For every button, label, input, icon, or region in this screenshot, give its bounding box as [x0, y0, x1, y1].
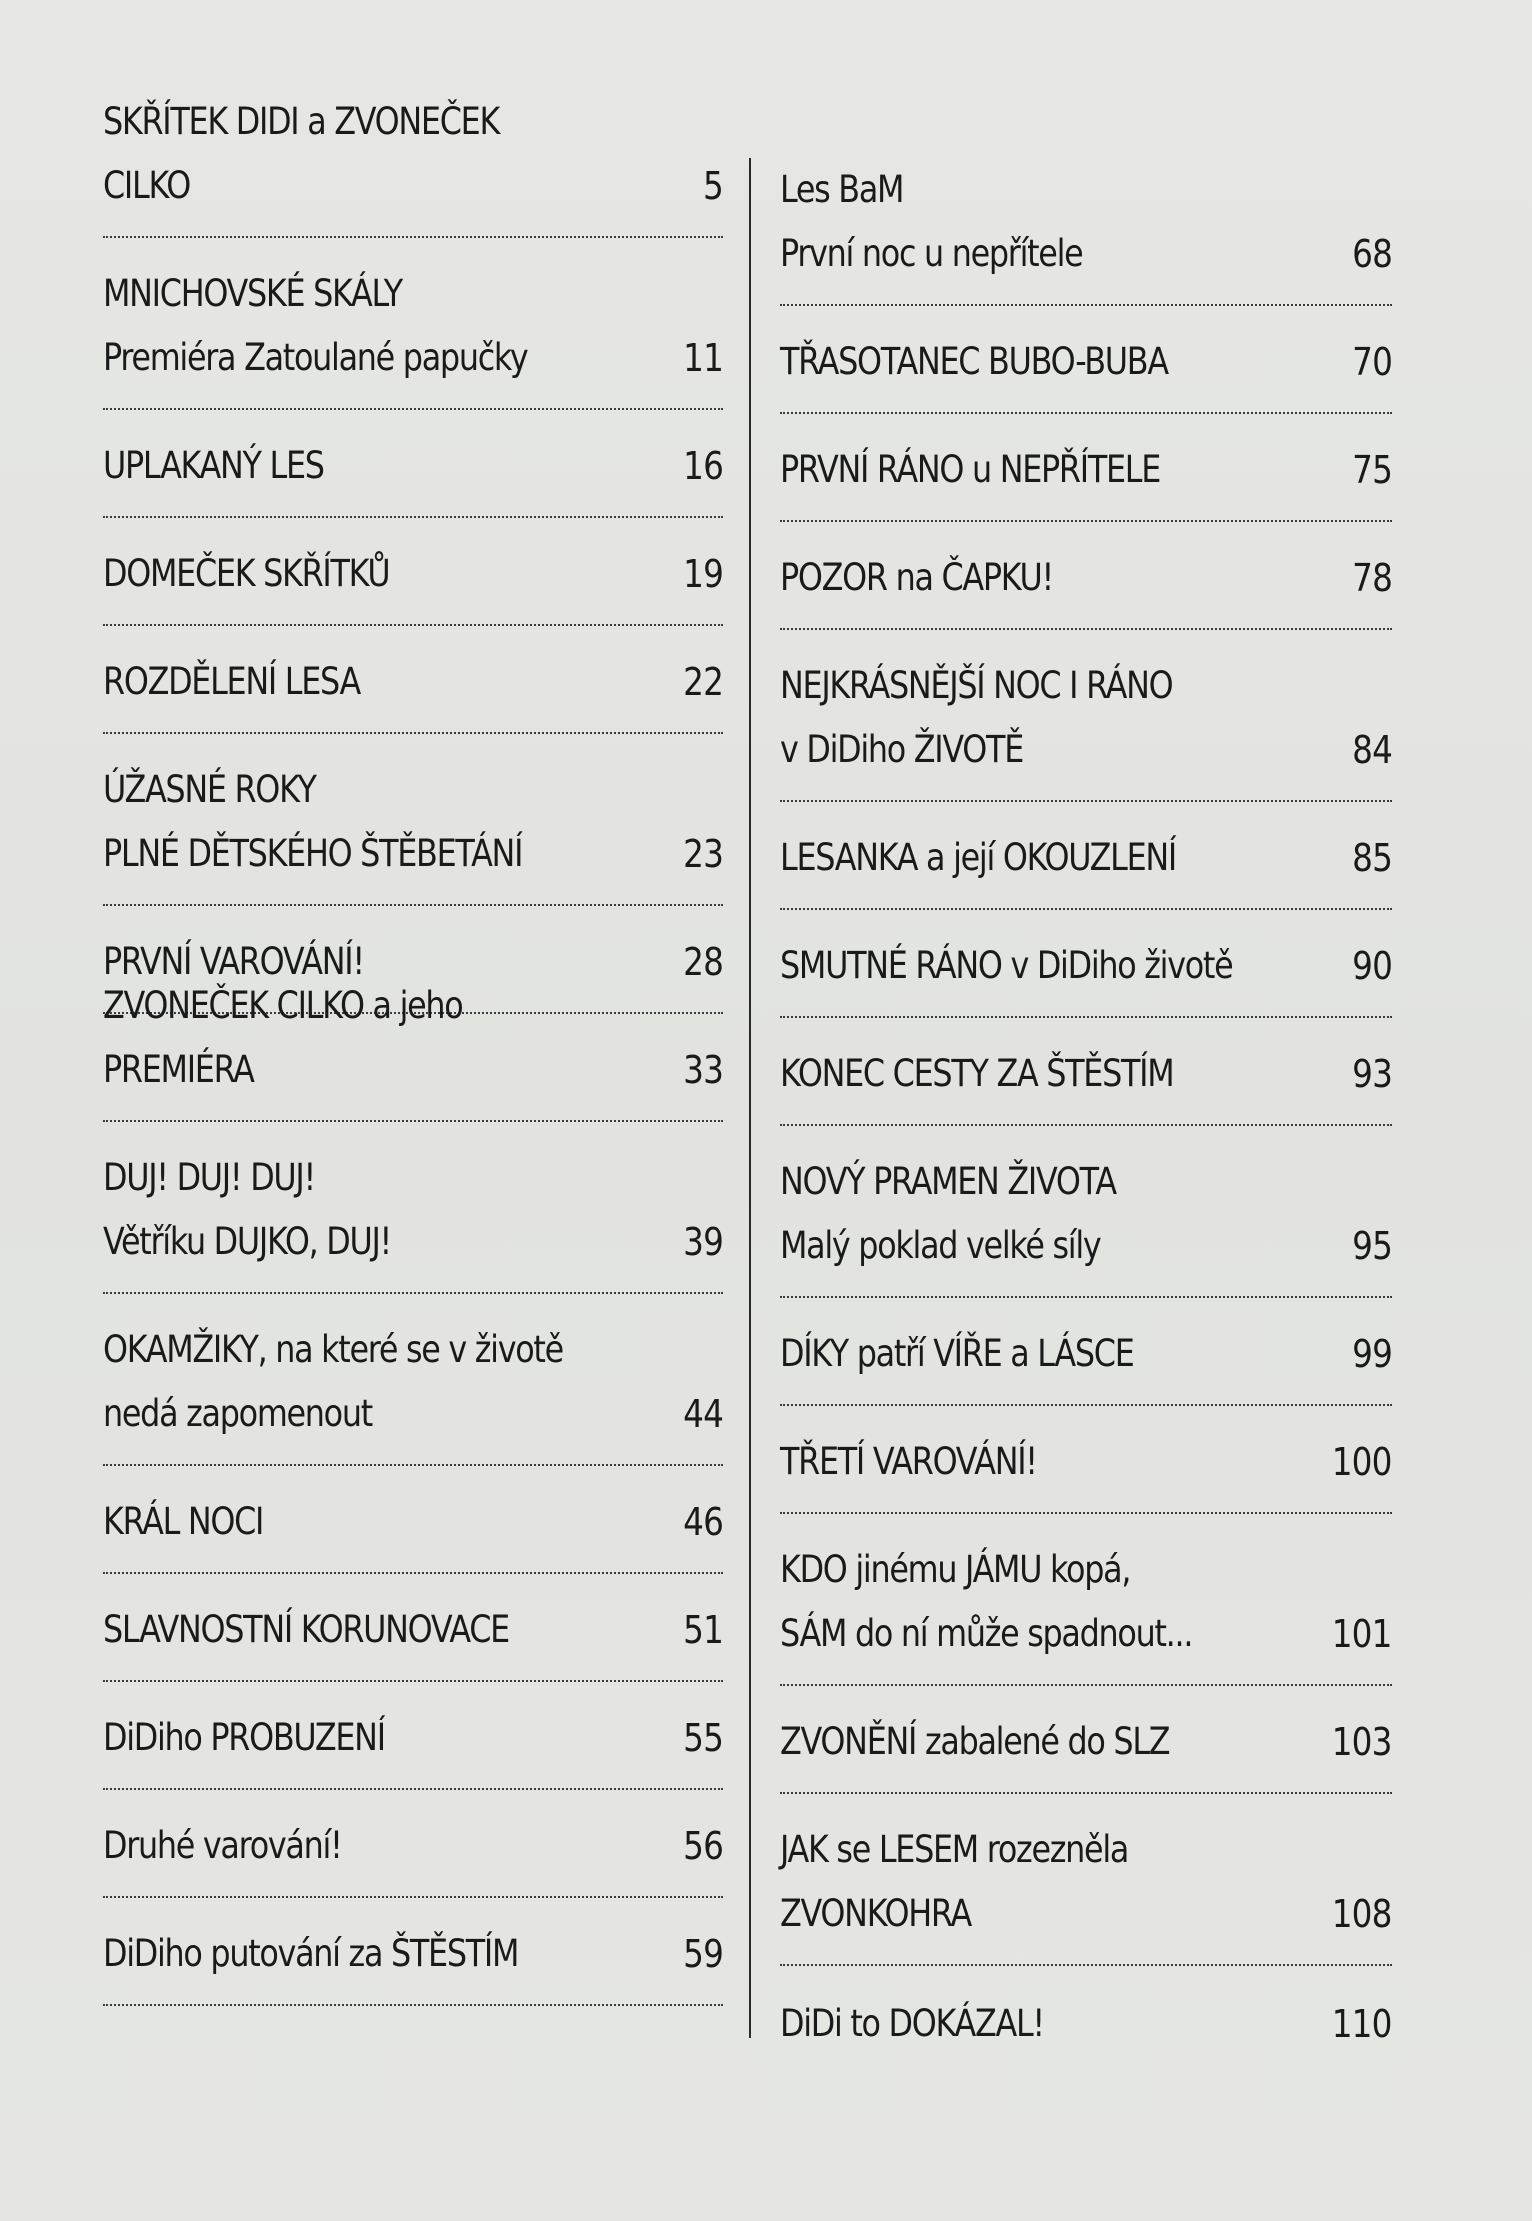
toc-entry-title: SMUTNÉ RÁNO v DiDiho životě	[780, 944, 1233, 987]
toc-entry-page: 108	[1332, 1892, 1392, 1936]
toc-entry-page: 51	[683, 1608, 723, 1652]
toc-column-right	[780, 148, 1392, 2074]
toc-entry[interactable]	[103, 1466, 723, 1574]
toc-entry-page: 28	[683, 940, 723, 984]
toc-entry[interactable]	[780, 910, 1392, 1018]
toc-entry-page: 16	[683, 444, 723, 488]
toc-entry[interactable]	[103, 1574, 723, 1682]
toc-entry-title: KONEC CESTY ZA ŠTĚSTÍM	[780, 1052, 1174, 1095]
toc-entry-title: TŘASOTANEC BUBO-BUBA	[780, 340, 1168, 383]
toc-column-left	[103, 100, 723, 2006]
toc-entry-page: 44	[683, 1392, 723, 1436]
toc-entry-page: 95	[1352, 1224, 1392, 1268]
toc-entry-page: 23	[683, 832, 723, 876]
toc-entry[interactable]	[780, 1966, 1392, 2074]
toc-entry-page: 68	[1352, 232, 1392, 276]
toc-entry-title: SLAVNOSTNÍ KORUNOVACE	[103, 1608, 509, 1651]
toc-entry-page: 90	[1352, 944, 1392, 988]
toc-entry[interactable]	[103, 1790, 723, 1898]
toc-entry[interactable]	[780, 1126, 1392, 1298]
toc-entry-title: KDO jinému JÁMU kopá, SÁM do ní může spadnout...	[780, 1548, 1193, 1655]
toc-entry-title: PRVNÍ VAROVÁNÍ!	[103, 940, 364, 983]
toc-entry-title: ROZDĚLENÍ LESA	[103, 660, 361, 703]
toc-entry[interactable]	[780, 1406, 1392, 1514]
toc-entry[interactable]	[780, 306, 1392, 414]
toc-entry[interactable]	[780, 1298, 1392, 1406]
toc-entry-page: 101	[1332, 1612, 1392, 1656]
toc-entry-page: 19	[683, 552, 723, 596]
toc-entry-title: DiDiho PROBUZENÍ	[103, 1716, 385, 1759]
toc-entry[interactable]	[103, 1294, 723, 1466]
toc-entry-title: ZVONĚNÍ zabalené do SLZ	[780, 1720, 1170, 1763]
toc-entry-title: ÚŽASNÉ ROKY PLNÉ DĚTSKÉHO ŠTĚBETÁNÍ	[103, 768, 523, 875]
toc-entry[interactable]	[780, 414, 1392, 522]
toc-entry-page: 75	[1352, 448, 1392, 492]
toc-entry-title: LESANKA a její OKOUZLENÍ	[780, 836, 1177, 879]
toc-entry[interactable]	[103, 1682, 723, 1790]
toc-entry-page: 110	[1332, 2002, 1392, 2046]
toc-entry-page: 100	[1332, 1440, 1392, 1484]
toc-entry-title: PRVNÍ RÁNO u NEPŘÍTELE	[780, 448, 1161, 491]
toc-entry-page: 99	[1352, 1332, 1392, 1376]
toc-entry[interactable]	[780, 630, 1392, 802]
toc-entry-page: 84	[1352, 728, 1392, 772]
toc-entry[interactable]	[103, 410, 723, 518]
toc-entry[interactable]	[103, 734, 723, 906]
toc-entry-title: KRÁL NOCI	[103, 1500, 264, 1543]
toc-entry-title: DÍKY patří VÍŘE a LÁSCE	[780, 1332, 1134, 1375]
toc-entry-title: DiDi to DOKÁZAL!	[780, 2002, 1044, 2045]
toc-entry[interactable]	[780, 1514, 1392, 1686]
toc-entry-page: 56	[683, 1824, 723, 1868]
toc-entry[interactable]	[103, 518, 723, 626]
column-divider	[749, 158, 751, 2038]
toc-entry-page: 70	[1352, 340, 1392, 384]
toc-entry[interactable]	[103, 984, 723, 1122]
toc-entry[interactable]	[780, 1794, 1392, 1966]
toc-entry[interactable]	[780, 1686, 1392, 1794]
toc-entry-title: OKAMŽIKY, na které se v životě nedá zapomenout	[103, 1328, 563, 1435]
toc-entry-title: DiDiho putování za ŠTĚSTÍM	[103, 1932, 519, 1975]
toc-entry[interactable]	[780, 1018, 1392, 1126]
toc-entry-page: 39	[683, 1220, 723, 1264]
toc-entry-title: DOMEČEK SKŘÍTKŮ	[103, 552, 390, 595]
toc-entry-page: 55	[683, 1716, 723, 1760]
toc-entry[interactable]	[780, 522, 1392, 630]
toc-entry-page: 22	[683, 660, 723, 704]
toc-entry-page: 85	[1352, 836, 1392, 880]
toc-entry-title: Druhé varování!	[103, 1824, 342, 1867]
toc-entry-title: SKŘÍTEK DIDI a ZVONEČEK CILKO	[103, 100, 500, 207]
toc-entry-page: 93	[1352, 1052, 1392, 1096]
toc-entry-page: 33	[683, 1048, 723, 1092]
toc-entry[interactable]	[780, 148, 1392, 306]
toc-entry-title: UPLAKANÝ LES	[103, 444, 324, 487]
toc-entry-title: NEJKRÁSNĚJŠÍ NOC I RÁNO v DiDiho ŽIVOTĚ	[780, 664, 1173, 771]
toc-entry-title: NOVÝ PRAMEN ŽIVOTA Malý poklad velké síly	[780, 1160, 1116, 1267]
toc-entry[interactable]	[103, 1122, 723, 1294]
toc-entry-page: 46	[683, 1500, 723, 1544]
toc-entry-page: 103	[1332, 1720, 1392, 1764]
toc-entry[interactable]	[103, 1898, 723, 2006]
toc-entry-page: 5	[703, 164, 723, 208]
toc-entry-title: TŘETÍ VAROVÁNÍ!	[780, 1440, 1037, 1483]
toc-entry[interactable]	[103, 100, 723, 238]
toc-entry[interactable]	[780, 802, 1392, 910]
toc-entry-title: Les BaM První noc u nepřítele	[780, 168, 1083, 275]
toc-entry[interactable]	[103, 626, 723, 734]
toc-entry-title: POZOR na ČAPKU!	[780, 556, 1053, 599]
toc-entry-title: JAK se LESEM rozezněla ZVONKOHRA	[780, 1828, 1129, 1935]
toc-entry-page: 59	[683, 1932, 723, 1976]
toc-entry[interactable]	[103, 238, 723, 410]
toc-entry-title: MNICHOVSKÉ SKÁLY Premiéra Zatoulané papučky	[103, 272, 528, 379]
toc-entry-title: DUJ! DUJ! DUJ! Větříku DUJKO, DUJ!	[103, 1156, 392, 1263]
toc-entry-title: ZVONEČEK CILKO a jeho PREMIÉRA	[103, 984, 463, 1091]
toc-entry-page: 78	[1352, 556, 1392, 600]
toc-entry-page: 11	[683, 336, 723, 380]
